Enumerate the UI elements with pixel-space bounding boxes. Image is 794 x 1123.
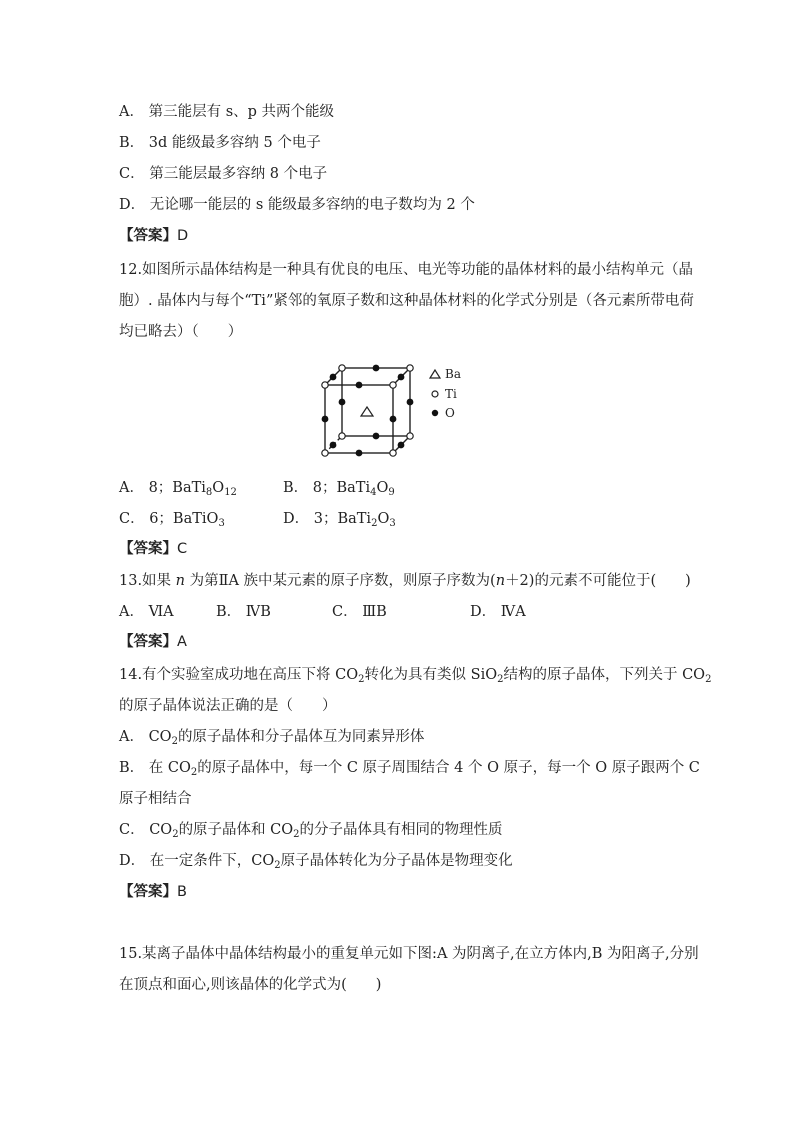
q13-option-b: B． ⅣB <box>216 604 271 620</box>
subscript: 2 <box>358 674 365 685</box>
answer-label: 【答案】 <box>119 228 177 244</box>
option-text: O <box>376 480 389 496</box>
ti-atom <box>407 365 413 371</box>
ti-atom <box>322 450 328 456</box>
legend-o-icon <box>432 410 438 416</box>
o-atom <box>322 416 329 423</box>
q13-answer <box>119 632 187 652</box>
option-text: A． CO <box>119 729 172 745</box>
answer-value: A <box>177 634 187 650</box>
q15-stem-line-2: 在顶点和面心,则该晶体的化学式为( ) <box>119 977 382 993</box>
q13-option-c: C． ⅢB <box>332 604 387 620</box>
answer-label: 【答案】 <box>119 634 177 650</box>
option-text: O <box>212 480 225 496</box>
option-text: B． 8；BaTi <box>283 480 371 496</box>
subscript: 2 <box>171 736 178 747</box>
ti-atom <box>322 382 328 388</box>
option-text: 的原子晶体中，每一个 C 原子周围结合 4 个 O 原子，每一个 O 原子跟两个 C <box>197 760 700 776</box>
answer-label: 【答案】 <box>119 541 177 557</box>
option-text: 的原子晶体和 CO <box>178 822 294 838</box>
q13-option-d: D． ⅣA <box>470 604 526 620</box>
stem-text: ＋2)的元素不可能位于( ) <box>505 573 691 589</box>
q15-stem-line-1: 15.某离子晶体中晶体结构最小的重复单元如下图:A 为阴离子,在立方体内,B 为阳离子,分别 <box>119 946 699 962</box>
legend-ba-icon <box>430 370 440 378</box>
legend-o-label: O <box>445 406 455 420</box>
o-atom <box>398 374 405 381</box>
option-text: D． 在一定条件下，CO <box>119 853 275 869</box>
ti-atom <box>390 450 396 456</box>
stem-text: 结构的原子晶体，下列关于 CO <box>503 667 706 683</box>
ba-atom <box>361 407 373 416</box>
q12-option-c <box>119 509 225 529</box>
option-text: D． 3；BaTi <box>283 511 372 527</box>
option-text: B． 在 CO <box>119 760 191 776</box>
subscript: 2 <box>190 767 198 778</box>
q11-option-b: B． 3d 能级最多容纳 5 个电子 <box>119 135 321 151</box>
subscript: 2 <box>293 829 300 840</box>
subscript: 3 <box>389 518 396 529</box>
q13-option-a: A． ⅥA <box>119 604 174 620</box>
o-atom <box>373 365 380 372</box>
subscript: 12 <box>224 487 237 498</box>
o-atom <box>398 442 405 449</box>
stem-text: 转化为具有类似 SiO <box>364 667 498 683</box>
q12-option-b <box>283 478 395 498</box>
stem-text: 14.有个实验室成功地在高压下将 CO <box>119 667 359 683</box>
o-atom <box>330 442 337 449</box>
answer-value: D <box>177 228 189 244</box>
o-atom <box>339 399 346 406</box>
option-text: 原子晶体转化为分子晶体是物理变化 <box>280 853 513 869</box>
option-text: C． 6；BaTiO <box>119 511 219 527</box>
subscript: 2 <box>274 860 281 871</box>
subscript: 9 <box>388 487 395 498</box>
ti-atom <box>339 365 345 371</box>
q14-option-c <box>119 820 503 840</box>
legend-ti-icon <box>432 391 438 397</box>
subscript: 3 <box>218 518 225 529</box>
math-variable: n <box>495 573 506 589</box>
subscript: 2 <box>497 674 504 685</box>
ti-atom <box>390 382 396 388</box>
q14-option-b <box>119 758 700 778</box>
option-text: 的原子晶体和分子晶体互为同素异形体 <box>177 729 425 745</box>
subscript: 2 <box>705 674 712 685</box>
q14-answer <box>119 882 187 902</box>
q14-option-d <box>119 851 513 871</box>
subscript: 8 <box>205 487 213 498</box>
option-text: O <box>377 511 390 527</box>
subscript: 4 <box>370 487 377 498</box>
q11-option-d: D． 无论哪一能层的 s 能级最多容纳的电子数均为 2 个 <box>119 197 475 213</box>
o-atom <box>373 433 380 440</box>
q12-stem-line-2: 胞）. 晶体内与每个“Ti”紧邻的氧原子数和这种晶体材料的化学式分别是（各元素所带电荷 <box>119 293 694 309</box>
option-text: 的分子晶体具有相同的物理性质 <box>299 822 503 838</box>
legend-ti-label: Ti <box>445 387 457 401</box>
q14-stem-line-1 <box>119 665 711 685</box>
answer-value: C <box>177 541 188 557</box>
option-text: C． CO <box>119 822 173 838</box>
q12-stem-line-3: 均已略去）（ ） <box>119 324 243 340</box>
stem-text: 为第ⅡA 族中某元素的原子序数，则原子序数为( <box>185 573 496 589</box>
subscript: 2 <box>172 829 179 840</box>
q13-stem <box>119 571 691 591</box>
answer-value: B <box>177 884 187 900</box>
q11-option-c: C． 第三能层最多容纳 8 个电子 <box>119 166 328 182</box>
q12-option-a <box>119 478 237 498</box>
ti-atom <box>339 433 345 439</box>
o-atom <box>356 450 363 457</box>
q12-stem-line-1: 12.如图所示晶体结构是一种具有优良的电压、电光等功能的晶体材料的最小结构单元（晶 <box>119 262 694 278</box>
q14-stem-line-2: 的原子晶体说法正确的是（ ） <box>119 698 337 714</box>
option-text: A． 8；BaTi <box>119 480 206 496</box>
q14-option-a <box>119 727 424 747</box>
o-atom <box>330 374 337 381</box>
legend-ba-label: Ba <box>445 367 461 381</box>
o-atom <box>407 399 414 406</box>
q11-answer <box>119 226 188 246</box>
q14-option-b-cont: 原子相结合 <box>119 791 192 807</box>
q12-answer <box>119 539 187 559</box>
o-atom <box>356 382 363 389</box>
answer-label: 【答案】 <box>119 884 177 900</box>
stem-text: 13.如果 <box>119 573 176 589</box>
o-atom <box>390 416 397 423</box>
subscript: 2 <box>371 518 378 529</box>
crystal-cell-figure <box>315 360 475 460</box>
q11-option-a: A． 第三能层有 s、p 共两个能级 <box>119 104 335 120</box>
math-variable: n <box>175 573 186 589</box>
ti-atom <box>407 433 413 439</box>
q12-option-d <box>283 509 396 529</box>
